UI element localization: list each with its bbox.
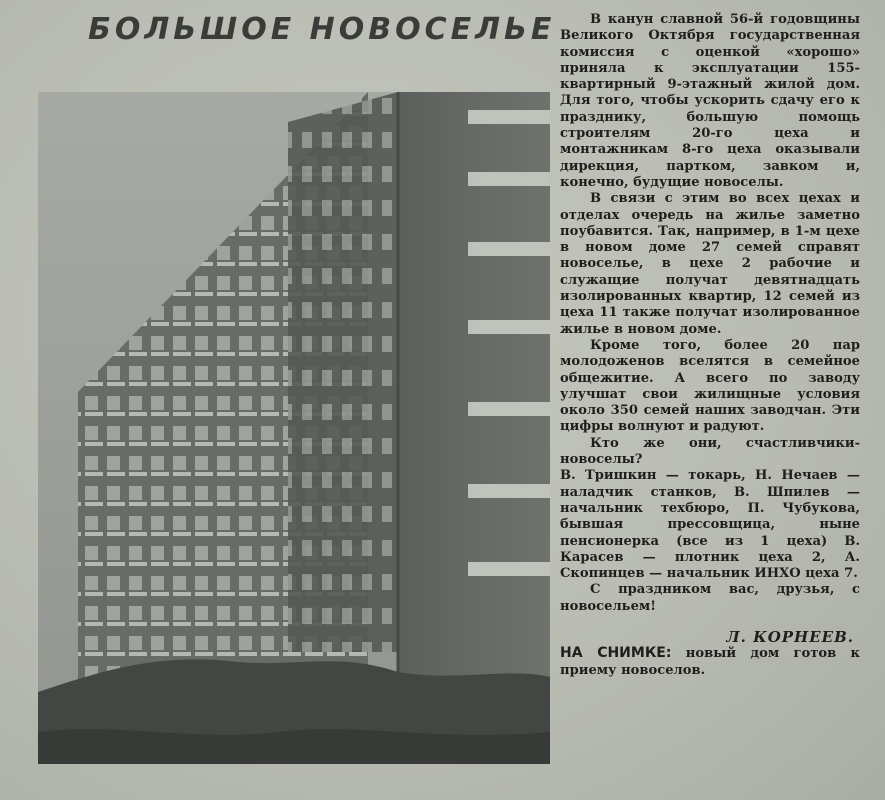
headline: БОЛЬШОЕ НОВОСЕЛЬЕ (88, 12, 556, 47)
article-column (560, 12, 860, 679)
photo-caption (560, 645, 860, 679)
article-paragraph: В канун славной 56-й годовщины Великого Октября государственная комиссия с оценкой «хорошо» приняла к эксплуатации 155-квартирный 9-этажный жилой дом. Для того, чтобы ускорить сдачу его к празднику, большую помощь строителям 20-го цеха и монтажникам 8-го цеха оказывали дирекция, партком, завком и, конечно, будущие новоселы. (560, 12, 860, 190)
building-illustration (38, 92, 550, 764)
building-photo (38, 92, 550, 764)
article-paragraph: Кроме того, более 20 пар молодоженов вселятся в семейное общежитие. А всего по заводу улучшат свои жилищные условия около 350 семей наших заводчан. Эти цифры волнуют и радуют. (560, 337, 860, 435)
author-signature: Л. КОРНЕЕВ. (726, 627, 854, 646)
article-paragraph: В. Тришкин — токарь, Н. Нечаев — наладчик станков, В. Шпилев — начальник техбюро, П. Чубукова, бывшая прессовщица, ныне пенсионерка (все из 1 цеха) В. Карасев — плотник цеха 2, А. Скопинцев — начальник ИНХО цеха 7. (560, 468, 860, 582)
article-paragraph: С праздником вас, друзья, с новосельем! (560, 582, 860, 614)
caption-label: НА СНИМКЕ: (560, 645, 672, 662)
article-paragraph: Кто же они, счастливчики-новоселы? (560, 435, 860, 468)
caption-text: новый дом готов к приему новоселов. (560, 646, 861, 678)
article-paragraph: В связи с этим во всех цехах и отделах очередь на жилье заметно поубавится. Так, например, в 1-м цехе в новом доме 27 семей справят новоселье, в цехе 2 рабочие и служащие получат девятнадцать изолированных квартир, 12 семей из цеха 11 также получат изолированное жилье в новом доме. (560, 191, 860, 337)
